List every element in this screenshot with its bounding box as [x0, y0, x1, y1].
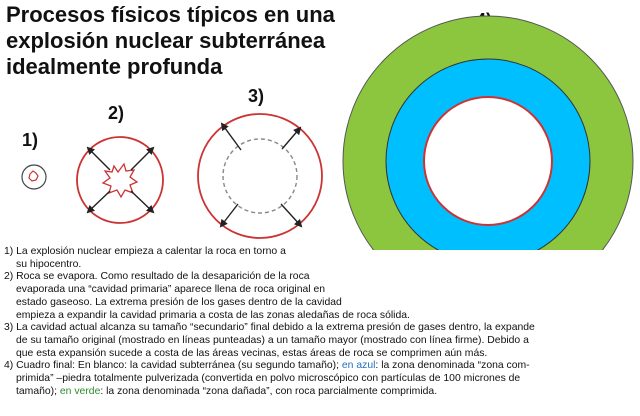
stage-3-secondary-cavity: [198, 114, 322, 238]
caption-3: [4, 322, 636, 360]
stage-2-diagram: [77, 137, 163, 223]
caption-4-part-1: 4) Cuadro final: En blanco: la cavidad subterránea (su segundo tamaño);: [4, 360, 340, 372]
caption-2: [4, 271, 636, 322]
title-line-2: explosión nuclear subterránea: [6, 28, 326, 53]
stage-1-outer-circle: [22, 165, 46, 189]
title-line-3: idealmente profunda: [6, 54, 223, 79]
stage-3-label: 3): [248, 86, 265, 106]
caption-3-line-1: 3) La cavidad actual alcanza su tamaño “secundario” final debido a la extrema presión de gases dentro, la expande: [4, 322, 535, 334]
caption-4-part-2: : la zona denominada “zona com-: [375, 360, 530, 372]
caption-2-line-2: evaporada una “cavidad primaria” aparece llena de roca original en: [16, 284, 326, 296]
caption-4: [4, 360, 636, 398]
caption-2-line-4: empieza a expandir la cavidad primaria a costa de las zonas aledañas de roca sólida.: [16, 309, 410, 321]
caption-3-line-3: que esta expansión sucede a costa de las áreas vecinas, estas áreas de roca se comprimen aún más.: [16, 347, 488, 359]
caption-4-part-3: primida” –piedra totalmente pulverizada (convertida en polvo microscópico con partículas de 100 micrones de: [16, 373, 521, 385]
caption-block: [4, 246, 636, 398]
stage-4-diagram: [343, 16, 633, 250]
caption-2-line-1: 2) Roca se evapora. Como resultado de la desaparición de la roca: [4, 271, 310, 283]
caption-4-green-label: en verde: [59, 385, 101, 397]
caption-2-line-3: estado gaseoso. La extrema presión de los gases dentro de la cavidad: [16, 296, 342, 308]
stage-4-cavity: [424, 97, 552, 225]
caption-1-line-2: su hipocentro.: [16, 258, 82, 270]
stage-2-label: 2): [108, 103, 125, 123]
caption-1-line-1: 1) La explosión nuclear empieza a calentar la roca en torno a: [4, 246, 286, 257]
stage-3-diagram: [198, 114, 322, 238]
caption-4-blue-label: en azul: [341, 360, 376, 372]
caption-3-line-2: de su tamaño original (mostrado en líneas punteadas) a un tamaño mayor (mostrado con línea firme). Debido a: [16, 334, 529, 346]
stage-1-diagram: [22, 165, 46, 189]
stage-1-label: 1): [22, 130, 39, 150]
caption-4-part-4: tamaño);: [16, 385, 58, 397]
caption-4-part-5: : la zona denominada “zona dañada”, con roca parcialmente comprimida.: [100, 385, 438, 397]
title-line-1: Procesos físicos típicos en una: [6, 2, 335, 27]
caption-1: [4, 246, 636, 271]
